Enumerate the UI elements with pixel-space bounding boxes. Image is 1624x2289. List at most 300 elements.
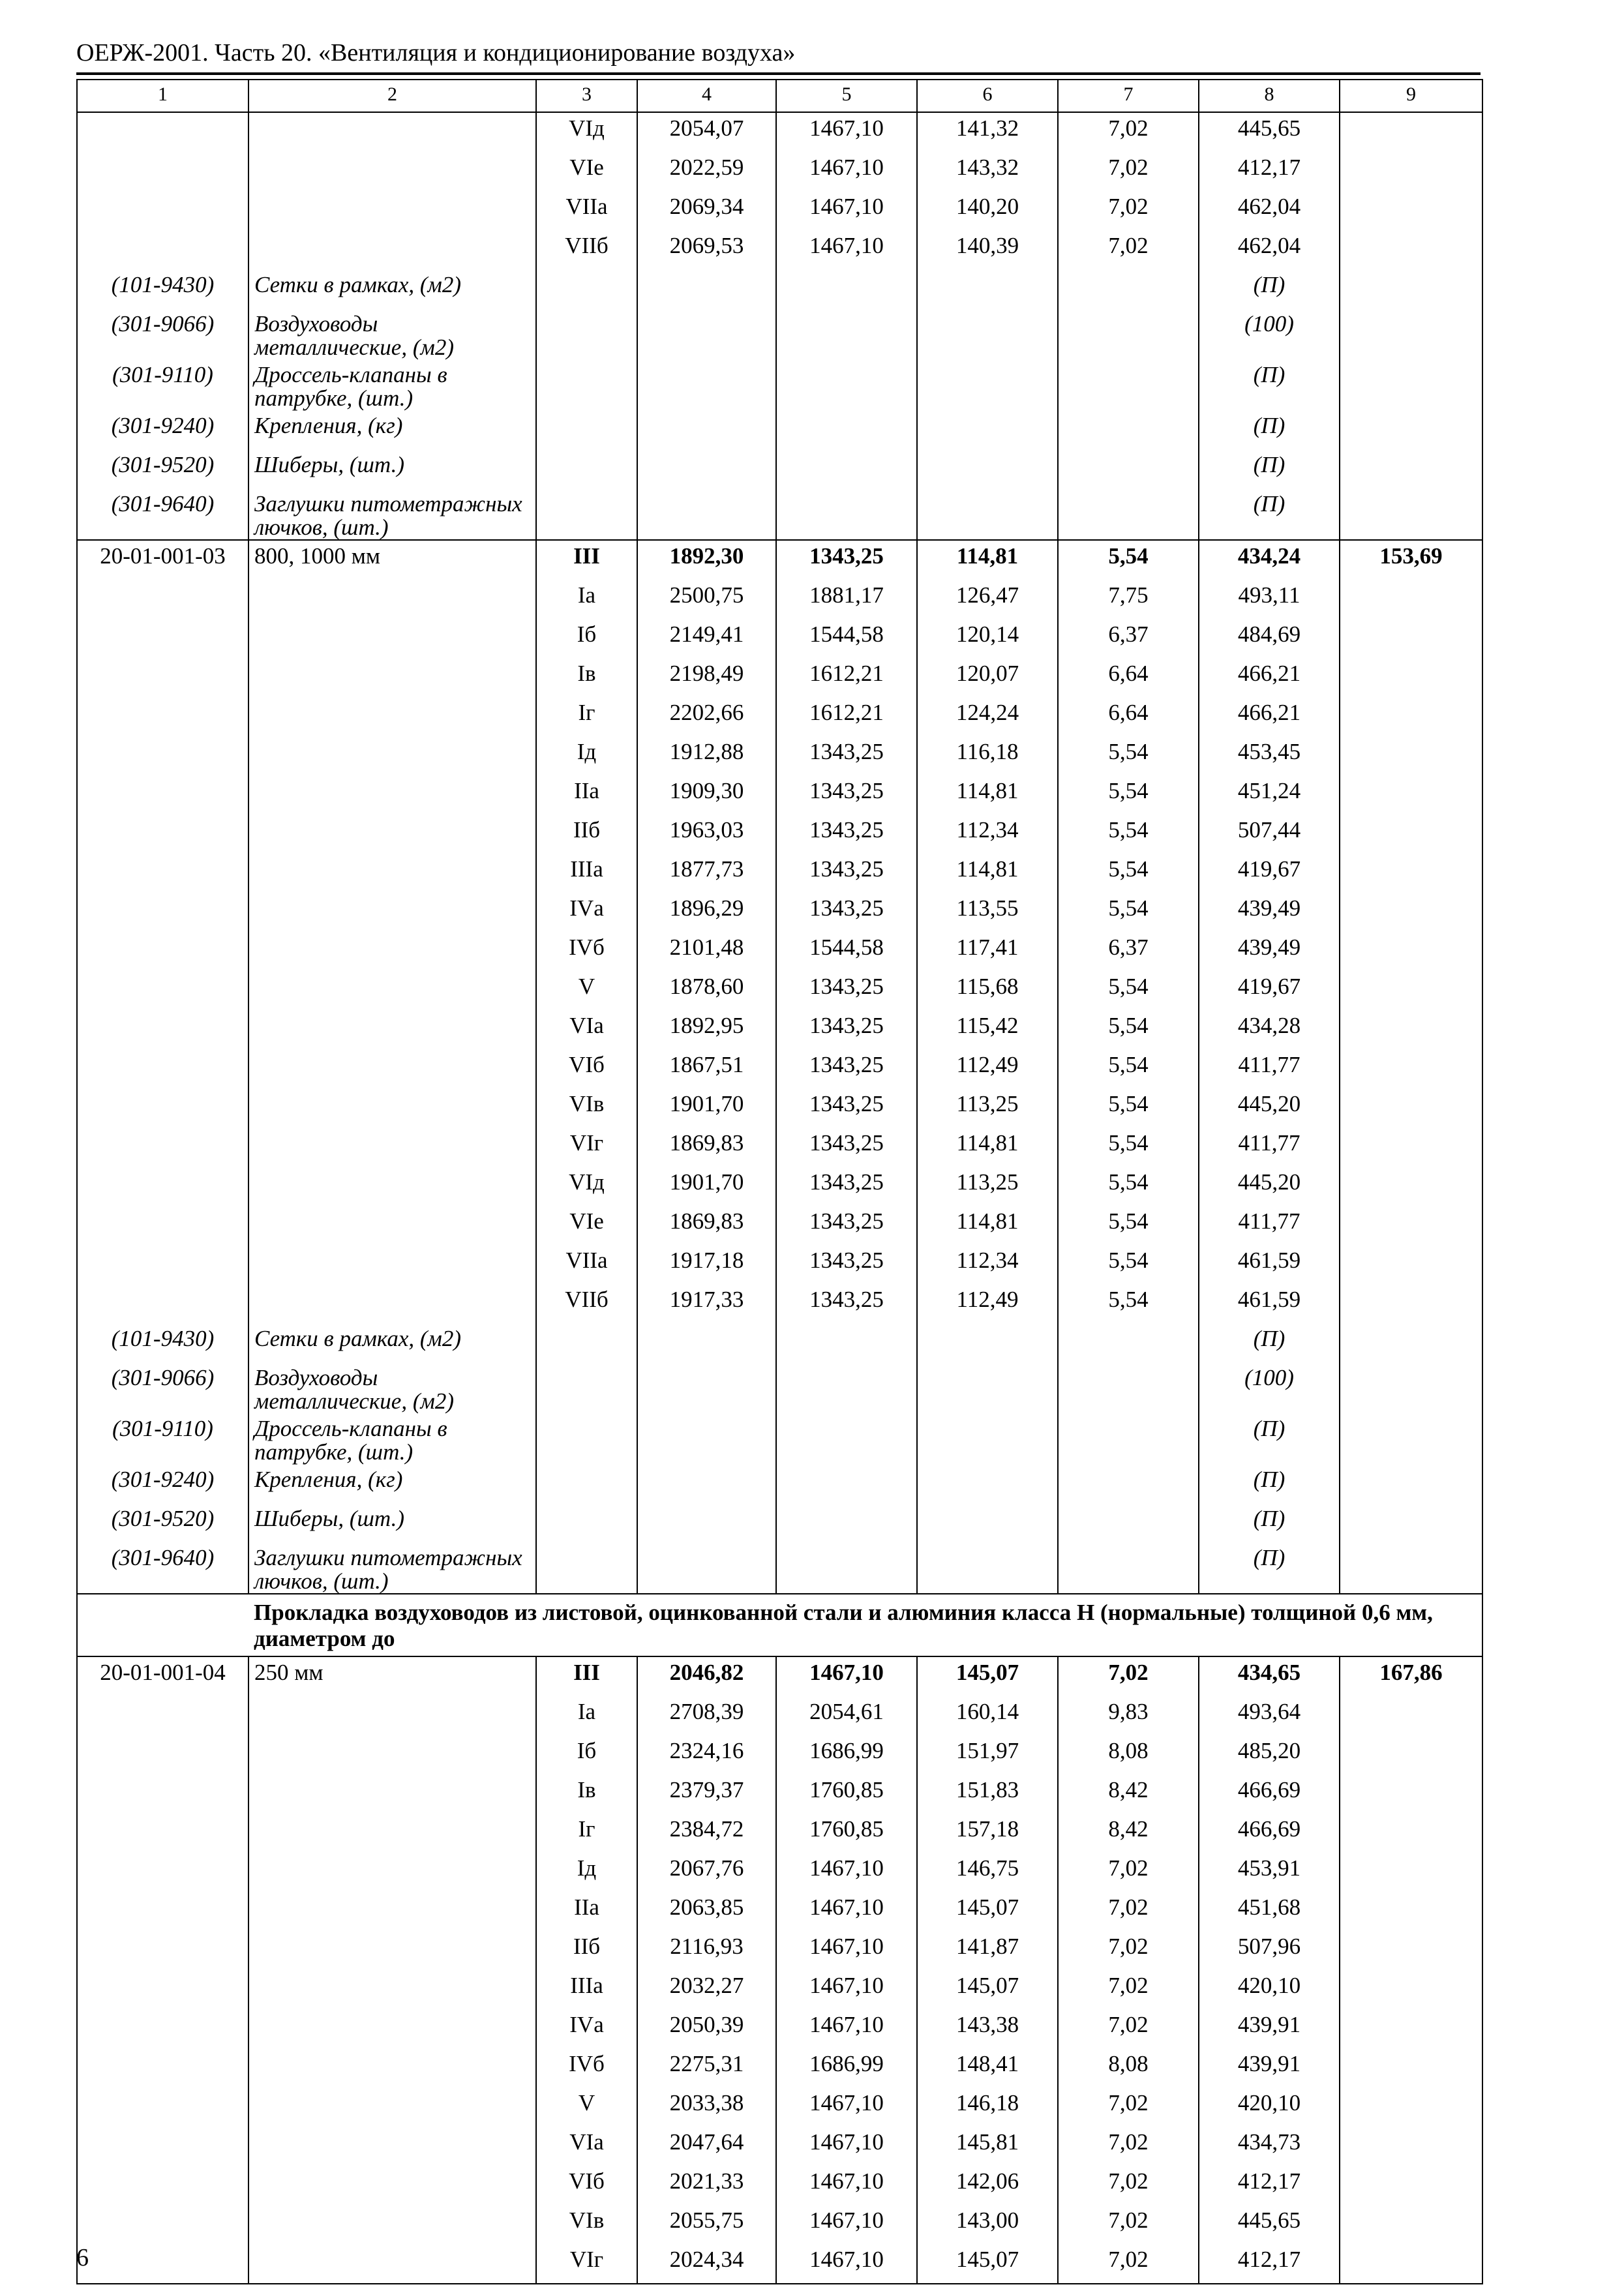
empty-cell (1340, 1853, 1482, 1892)
driver-wage-cell: 7,02 (1058, 1970, 1199, 2009)
section-heading-row (77, 1594, 1482, 1656)
empty-cell (1058, 1362, 1199, 1413)
empty-cell (776, 1464, 917, 1503)
driver-wage-cell: 8,42 (1058, 1774, 1199, 1814)
machine-cost-cell: 114,81 (917, 854, 1058, 893)
material-name-cell: Дроссель-клапаны в патрубке, (шт.) (248, 1413, 536, 1464)
empty-cell (1340, 697, 1482, 736)
direct-cost-cell: 1909,30 (637, 775, 776, 815)
table-row (77, 932, 1482, 971)
wage-cell: 1343,25 (776, 815, 917, 854)
material-name-cell: Крепления, (кг) (248, 1464, 536, 1503)
empty-cell (77, 112, 248, 152)
empty-cell (1340, 2166, 1482, 2205)
empty-cell (536, 308, 637, 359)
material-cost-cell: 485,20 (1199, 1735, 1340, 1774)
machine-cost-cell: 112,49 (917, 1049, 1058, 1088)
material-code-cell: (301-9240) (77, 410, 248, 449)
wage-cell: 1467,10 (776, 1656, 917, 1696)
material-row (77, 1413, 1482, 1464)
table-row (77, 1088, 1482, 1128)
direct-cost-cell: 2708,39 (637, 1696, 776, 1735)
material-cost-cell: 419,67 (1199, 971, 1340, 1010)
driver-wage-cell: 6,64 (1058, 658, 1199, 697)
driver-wage-cell: 5,54 (1058, 1049, 1199, 1088)
machine-cost-cell: 115,42 (917, 1010, 1058, 1049)
empty-cell (248, 971, 536, 1010)
driver-wage-cell: 7,02 (1058, 2244, 1199, 2284)
wage-cell: 1467,10 (776, 1931, 917, 1970)
material-code-cell: (301-9240) (77, 1464, 248, 1503)
empty-cell (637, 449, 776, 488)
empty-cell (248, 1774, 536, 1814)
driver-wage-cell: 5,54 (1058, 1245, 1199, 1284)
machine-cost-cell: 141,32 (917, 112, 1058, 152)
wage-cell: 1467,10 (776, 1970, 917, 2009)
wage-cell: 1343,25 (776, 1088, 917, 1128)
driver-wage-cell: 7,02 (1058, 2205, 1199, 2244)
region-zone-cell: IVа (536, 893, 637, 932)
region-zone-cell: VIб (536, 1049, 637, 1088)
machine-cost-cell: 114,81 (917, 775, 1058, 815)
material-cost-cell: 451,24 (1199, 775, 1340, 815)
material-row (77, 449, 1482, 488)
empty-cell (1340, 1245, 1482, 1284)
empty-cell (536, 1362, 637, 1413)
rate-name-cell: 250 мм (248, 1656, 536, 1696)
wage-cell: 1612,21 (776, 658, 917, 697)
machine-cost-cell: 120,14 (917, 619, 1058, 658)
direct-cost-cell: 1912,88 (637, 736, 776, 775)
empty-cell (776, 1503, 917, 1542)
driver-wage-cell: 5,54 (1058, 736, 1199, 775)
material-cost-cell: 462,04 (1199, 230, 1340, 269)
table-row (77, 2166, 1482, 2205)
machine-cost-cell: 145,07 (917, 1970, 1058, 2009)
empty-cell (77, 2127, 248, 2166)
material-note-cell: (П) (1199, 449, 1340, 488)
material-cost-cell: 466,69 (1199, 1774, 1340, 1814)
empty-cell (1058, 488, 1199, 540)
empty-cell (637, 1464, 776, 1503)
page-header: ОЕРЖ-2001. Часть 20. «Вентиляция и кондиционирование воздуха» (76, 39, 796, 67)
wage-cell: 1467,10 (776, 2087, 917, 2127)
column-number: 6 (917, 80, 1058, 112)
driver-wage-cell: 7,02 (1058, 1892, 1199, 1931)
empty-cell (1340, 1284, 1482, 1323)
region-zone-cell: V (536, 971, 637, 1010)
region-zone-cell: Iв (536, 658, 637, 697)
empty-cell (248, 619, 536, 658)
driver-wage-cell: 8,42 (1058, 1814, 1199, 1853)
direct-cost-cell: 2067,76 (637, 1853, 776, 1892)
material-note-cell: (П) (1199, 269, 1340, 308)
driver-wage-cell: 7,02 (1058, 2087, 1199, 2127)
table-row (77, 1245, 1482, 1284)
table-row (77, 854, 1482, 893)
table-row (77, 1206, 1482, 1245)
empty-cell (248, 2127, 536, 2166)
material-cost-cell: 445,65 (1199, 112, 1340, 152)
empty-cell (1340, 2205, 1482, 2244)
empty-cell (1340, 736, 1482, 775)
empty-cell (248, 932, 536, 971)
empty-cell (77, 1010, 248, 1049)
empty-cell (77, 1167, 248, 1206)
machine-cost-cell: 148,41 (917, 2048, 1058, 2087)
empty-cell (1058, 410, 1199, 449)
empty-cell (1340, 1814, 1482, 1853)
empty-cell (248, 1245, 536, 1284)
material-cost-cell: 439,91 (1199, 2048, 1340, 2087)
driver-wage-cell: 5,54 (1058, 775, 1199, 815)
empty-cell (1340, 1503, 1482, 1542)
empty-cell (77, 1245, 248, 1284)
empty-cell (1340, 1167, 1482, 1206)
column-number: 8 (1199, 80, 1340, 112)
empty-cell (248, 1892, 536, 1931)
material-cost-cell: 453,45 (1199, 736, 1340, 775)
driver-wage-cell: 7,02 (1058, 152, 1199, 191)
empty-cell (1340, 658, 1482, 697)
empty-cell (1058, 1323, 1199, 1362)
region-zone-cell: Iб (536, 619, 637, 658)
empty-cell (248, 1206, 536, 1245)
header-divider (76, 72, 1481, 75)
material-note-cell: (П) (1199, 359, 1340, 410)
machine-cost-cell: 113,25 (917, 1167, 1058, 1206)
material-cost-cell: 434,28 (1199, 1010, 1340, 1049)
machine-cost-cell: 140,20 (917, 191, 1058, 230)
direct-cost-cell: 1869,83 (637, 1128, 776, 1167)
material-cost-cell: 462,04 (1199, 191, 1340, 230)
empty-cell (1340, 854, 1482, 893)
empty-cell (77, 2244, 248, 2284)
empty-cell (776, 488, 917, 540)
machine-cost-cell: 114,81 (917, 1206, 1058, 1245)
empty-cell (536, 1503, 637, 1542)
material-cost-cell: 434,73 (1199, 2127, 1340, 2166)
wage-cell: 1760,85 (776, 1774, 917, 1814)
empty-cell (1058, 1503, 1199, 1542)
empty-cell (917, 269, 1058, 308)
table-row (77, 580, 1482, 619)
empty-cell (917, 359, 1058, 410)
empty-cell (77, 1931, 248, 1970)
material-code-cell: (301-9066) (77, 308, 248, 359)
direct-cost-cell: 1892,30 (637, 540, 776, 580)
material-cost-cell: 461,59 (1199, 1245, 1340, 1284)
empty-cell (248, 1128, 536, 1167)
direct-cost-cell: 2032,27 (637, 1970, 776, 2009)
empty-cell (637, 269, 776, 308)
empty-cell (1058, 308, 1199, 359)
material-name-cell: Сетки в рамках, (м2) (248, 1323, 536, 1362)
machine-cost-cell: 114,81 (917, 1128, 1058, 1167)
estimate-table (76, 79, 1483, 2284)
column-number: 1 (77, 80, 248, 112)
driver-wage-cell: 5,54 (1058, 1010, 1199, 1049)
table-row (77, 697, 1482, 736)
table-row (77, 1049, 1482, 1088)
direct-cost-cell: 1892,95 (637, 1010, 776, 1049)
table-row (77, 971, 1482, 1010)
empty-cell (1340, 1970, 1482, 2009)
material-cost-cell: 445,20 (1199, 1167, 1340, 1206)
empty-cell (248, 1049, 536, 1088)
region-zone-cell: IVб (536, 932, 637, 971)
wage-cell: 1467,10 (776, 191, 917, 230)
empty-cell (1340, 308, 1482, 359)
material-cost-cell: 507,96 (1199, 1931, 1340, 1970)
empty-cell (77, 1892, 248, 1931)
empty-cell (248, 658, 536, 697)
empty-cell (776, 449, 917, 488)
empty-cell (536, 410, 637, 449)
region-zone-cell: VIв (536, 2205, 637, 2244)
material-cost-cell: 411,77 (1199, 1206, 1340, 1245)
region-zone-cell: IIIа (536, 1970, 637, 2009)
direct-cost-cell: 2198,49 (637, 658, 776, 697)
region-zone-cell: IIа (536, 1892, 637, 1931)
empty-cell (1340, 1931, 1482, 1970)
direct-cost-cell: 1901,70 (637, 1167, 776, 1206)
empty-cell (1340, 152, 1482, 191)
material-cost-cell: 461,59 (1199, 1284, 1340, 1323)
empty-cell (77, 1284, 248, 1323)
region-zone-cell: Iб (536, 1735, 637, 1774)
empty-cell (1340, 1735, 1482, 1774)
driver-wage-cell: 7,02 (1058, 2127, 1199, 2166)
column-number: 7 (1058, 80, 1199, 112)
table-row (77, 2048, 1482, 2087)
empty-cell (248, 230, 536, 269)
material-cost-cell: 466,21 (1199, 658, 1340, 697)
column-number-row (77, 80, 1482, 112)
driver-wage-cell: 7,02 (1058, 112, 1199, 152)
wage-cell: 1686,99 (776, 2048, 917, 2087)
empty-cell (1340, 1542, 1482, 1594)
region-zone-cell: VIа (536, 1010, 637, 1049)
table-row (77, 1284, 1482, 1323)
direct-cost-cell: 1896,29 (637, 893, 776, 932)
wage-cell: 1467,10 (776, 1853, 917, 1892)
table-row (77, 775, 1482, 815)
material-row (77, 1323, 1482, 1362)
material-row (77, 488, 1482, 540)
empty-cell (637, 1362, 776, 1413)
empty-cell (1340, 2087, 1482, 2127)
machine-cost-cell: 140,39 (917, 230, 1058, 269)
material-name-cell: Дроссель-клапаны в патрубке, (шт.) (248, 359, 536, 410)
empty-cell (248, 1088, 536, 1128)
driver-wage-cell: 5,54 (1058, 971, 1199, 1010)
machine-cost-cell: 160,14 (917, 1696, 1058, 1735)
empty-cell (917, 488, 1058, 540)
empty-cell (637, 1503, 776, 1542)
region-zone-cell: VIе (536, 1206, 637, 1245)
wage-cell: 1343,25 (776, 1167, 917, 1206)
material-row (77, 308, 1482, 359)
empty-cell (536, 1464, 637, 1503)
empty-cell (536, 1323, 637, 1362)
empty-cell (77, 736, 248, 775)
machine-cost-cell: 115,68 (917, 971, 1058, 1010)
direct-cost-cell: 1869,83 (637, 1206, 776, 1245)
machine-cost-cell: 157,18 (917, 1814, 1058, 1853)
wage-cell: 1467,10 (776, 112, 917, 152)
material-cost-cell: 453,91 (1199, 1853, 1340, 1892)
empty-cell (1058, 1542, 1199, 1594)
wage-cell: 1343,25 (776, 854, 917, 893)
empty-cell (77, 658, 248, 697)
wage-cell: 1343,25 (776, 1206, 917, 1245)
empty-cell (77, 1814, 248, 1853)
empty-cell (248, 854, 536, 893)
driver-wage-cell: 7,02 (1058, 2166, 1199, 2205)
empty-cell (637, 410, 776, 449)
empty-cell (1340, 1088, 1482, 1128)
empty-cell (536, 359, 637, 410)
region-zone-cell: VIб (536, 2166, 637, 2205)
empty-cell (1340, 230, 1482, 269)
direct-cost-cell: 2324,16 (637, 1735, 776, 1774)
material-name-cell: Крепления, (кг) (248, 410, 536, 449)
material-row (77, 1503, 1482, 1542)
material-code-cell: (301-9066) (77, 1362, 248, 1413)
wage-cell: 1343,25 (776, 540, 917, 580)
material-cost-cell: 412,17 (1199, 2244, 1340, 2284)
region-zone-cell: Iг (536, 697, 637, 736)
region-zone-cell: VIд (536, 1167, 637, 1206)
driver-wage-cell: 5,54 (1058, 854, 1199, 893)
machine-cost-cell: 141,87 (917, 1931, 1058, 1970)
column-number: 4 (637, 80, 776, 112)
direct-cost-cell: 2047,64 (637, 2127, 776, 2166)
empty-cell (1340, 2048, 1482, 2087)
empty-cell (248, 1970, 536, 2009)
empty-cell (1340, 191, 1482, 230)
direct-cost-cell: 1878,60 (637, 971, 776, 1010)
region-zone-cell: VIIб (536, 230, 637, 269)
empty-cell (1340, 2244, 1482, 2284)
material-note-cell: (П) (1199, 1542, 1340, 1594)
empty-cell (776, 1542, 917, 1594)
material-cost-cell: 411,77 (1199, 1049, 1340, 1088)
material-name-cell: Шиберы, (шт.) (248, 449, 536, 488)
direct-cost-cell: 2063,85 (637, 1892, 776, 1931)
machine-cost-cell: 116,18 (917, 736, 1058, 775)
material-row (77, 1464, 1482, 1503)
material-cost-cell: 484,69 (1199, 619, 1340, 658)
empty-cell (77, 1594, 248, 1656)
machine-cost-cell: 124,24 (917, 697, 1058, 736)
table-row (77, 112, 1482, 152)
direct-cost-cell: 2022,59 (637, 152, 776, 191)
table-row (77, 1970, 1482, 2009)
machine-cost-cell: 112,34 (917, 1245, 1058, 1284)
driver-wage-cell: 7,75 (1058, 580, 1199, 619)
material-name-cell: Воздуховоды металлические, (м2) (248, 1362, 536, 1413)
material-note-cell: (П) (1199, 488, 1340, 540)
wage-cell: 1467,10 (776, 2127, 917, 2166)
wage-cell: 1343,25 (776, 775, 917, 815)
region-zone-cell: Iг (536, 1814, 637, 1853)
empty-cell (248, 815, 536, 854)
material-note-cell: (П) (1199, 1464, 1340, 1503)
empty-cell (77, 619, 248, 658)
empty-cell (77, 932, 248, 971)
empty-cell (637, 308, 776, 359)
direct-cost-cell: 2379,37 (637, 1774, 776, 1814)
wage-cell: 1467,10 (776, 230, 917, 269)
column-number: 2 (248, 80, 536, 112)
empty-cell (248, 2205, 536, 2244)
empty-cell (248, 2048, 536, 2087)
wage-cell: 1467,10 (776, 152, 917, 191)
material-cost-cell: 434,65 (1199, 1656, 1340, 1696)
empty-cell (1340, 112, 1482, 152)
section-title: Прокладка воздуховодов из листовой, оцинкованной стали и алюминия класса Н (нормальные) толщиной 0,6 мм, диаметром до (248, 1594, 1482, 1656)
material-cost-cell: 445,65 (1199, 2205, 1340, 2244)
material-code-cell: (101-9430) (77, 269, 248, 308)
table-row (77, 2087, 1482, 2127)
machine-cost-cell: 120,07 (917, 658, 1058, 697)
empty-cell (248, 1931, 536, 1970)
empty-cell (637, 359, 776, 410)
machine-cost-cell: 146,75 (917, 1853, 1058, 1892)
empty-cell (248, 697, 536, 736)
machine-cost-cell: 145,07 (917, 1656, 1058, 1696)
machine-cost-cell: 151,97 (917, 1735, 1058, 1774)
empty-cell (248, 2009, 536, 2048)
empty-cell (917, 410, 1058, 449)
empty-cell (776, 308, 917, 359)
table-row (77, 230, 1482, 269)
direct-cost-cell: 1867,51 (637, 1049, 776, 1088)
wage-cell: 1467,10 (776, 2009, 917, 2048)
empty-cell (77, 854, 248, 893)
table-row (77, 2127, 1482, 2166)
empty-cell (1340, 1362, 1482, 1413)
empty-cell (77, 1970, 248, 2009)
direct-cost-cell: 2055,75 (637, 2205, 776, 2244)
direct-cost-cell: 2021,33 (637, 2166, 776, 2205)
driver-wage-cell: 8,08 (1058, 1735, 1199, 1774)
direct-cost-cell: 1963,03 (637, 815, 776, 854)
empty-cell (536, 1542, 637, 1594)
empty-cell (248, 775, 536, 815)
empty-cell (1340, 359, 1482, 410)
empty-cell (248, 1284, 536, 1323)
material-cost-cell: 493,64 (1199, 1696, 1340, 1735)
machine-cost-cell: 145,07 (917, 1892, 1058, 1931)
column-number: 5 (776, 80, 917, 112)
direct-cost-cell: 2149,41 (637, 619, 776, 658)
empty-cell (1340, 971, 1482, 1010)
wage-cell: 1544,58 (776, 932, 917, 971)
empty-cell (77, 580, 248, 619)
wage-cell: 1686,99 (776, 1735, 917, 1774)
driver-wage-cell: 7,02 (1058, 191, 1199, 230)
empty-cell (917, 1362, 1058, 1413)
rate-code-cell: 20-01-001-04 (77, 1656, 248, 1696)
table-row (77, 152, 1482, 191)
empty-cell (637, 488, 776, 540)
direct-cost-cell: 2050,39 (637, 2009, 776, 2048)
material-cost-cell: 434,24 (1199, 540, 1340, 580)
empty-cell (1340, 1892, 1482, 1931)
